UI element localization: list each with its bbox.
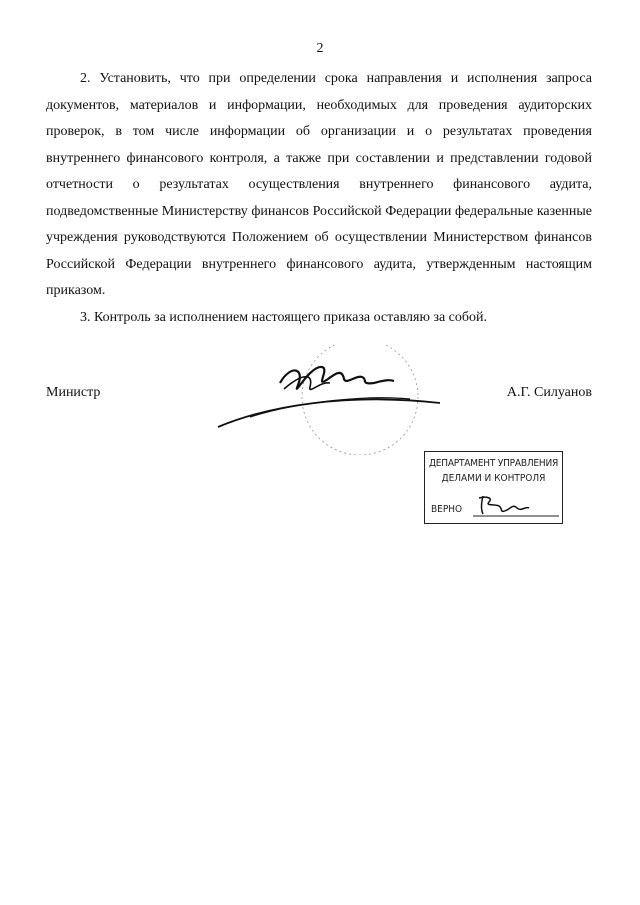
certification-stamp — [424, 451, 563, 524]
signature-stroke-tail — [218, 399, 440, 427]
stamp-verno-label: ВЕРНО — [431, 504, 463, 515]
signature-stroke-flourish — [250, 398, 410, 417]
stamp-signature-image — [471, 490, 561, 520]
minister-signature-image — [210, 345, 470, 455]
signature-stroke-main — [280, 367, 394, 389]
stamp-department-line-2: ДЕЛАМИ И КОНТРОЛЯ — [441, 473, 546, 484]
stamp-department-line: ДЕПАРТАМЕНТ УПРАВЛЕНИЯ — [428, 458, 559, 469]
clause-3-paragraph: 3. Контроль за исполнением настоящего приказа оставляю за собой. — [80, 310, 488, 325]
signatory-role: Министр — [46, 385, 101, 400]
clause-2-paragraph: 2. Установить, что при определении срока направления и исполнения запроса документов, материалов и информации, необходимых для проведения аудиторских проверок, в том числе информации об организации и о результатах проведения внутреннего финансового контроля, а также при составлении и представлении годовой отчетности о результатах осуществления внутреннего финансового аудита, подведомственные Министерству финансов Российской Федерации федеральные казенные учреждения руководствуются Положением об осуществлении Министерством финансов Российской Федерации внутреннего финансового аудита, утвержденным настоящим приказом. — [46, 71, 592, 298]
signatory-name: А.Г. Силуанов — [506, 385, 592, 400]
page-number: 2 — [316, 41, 324, 56]
